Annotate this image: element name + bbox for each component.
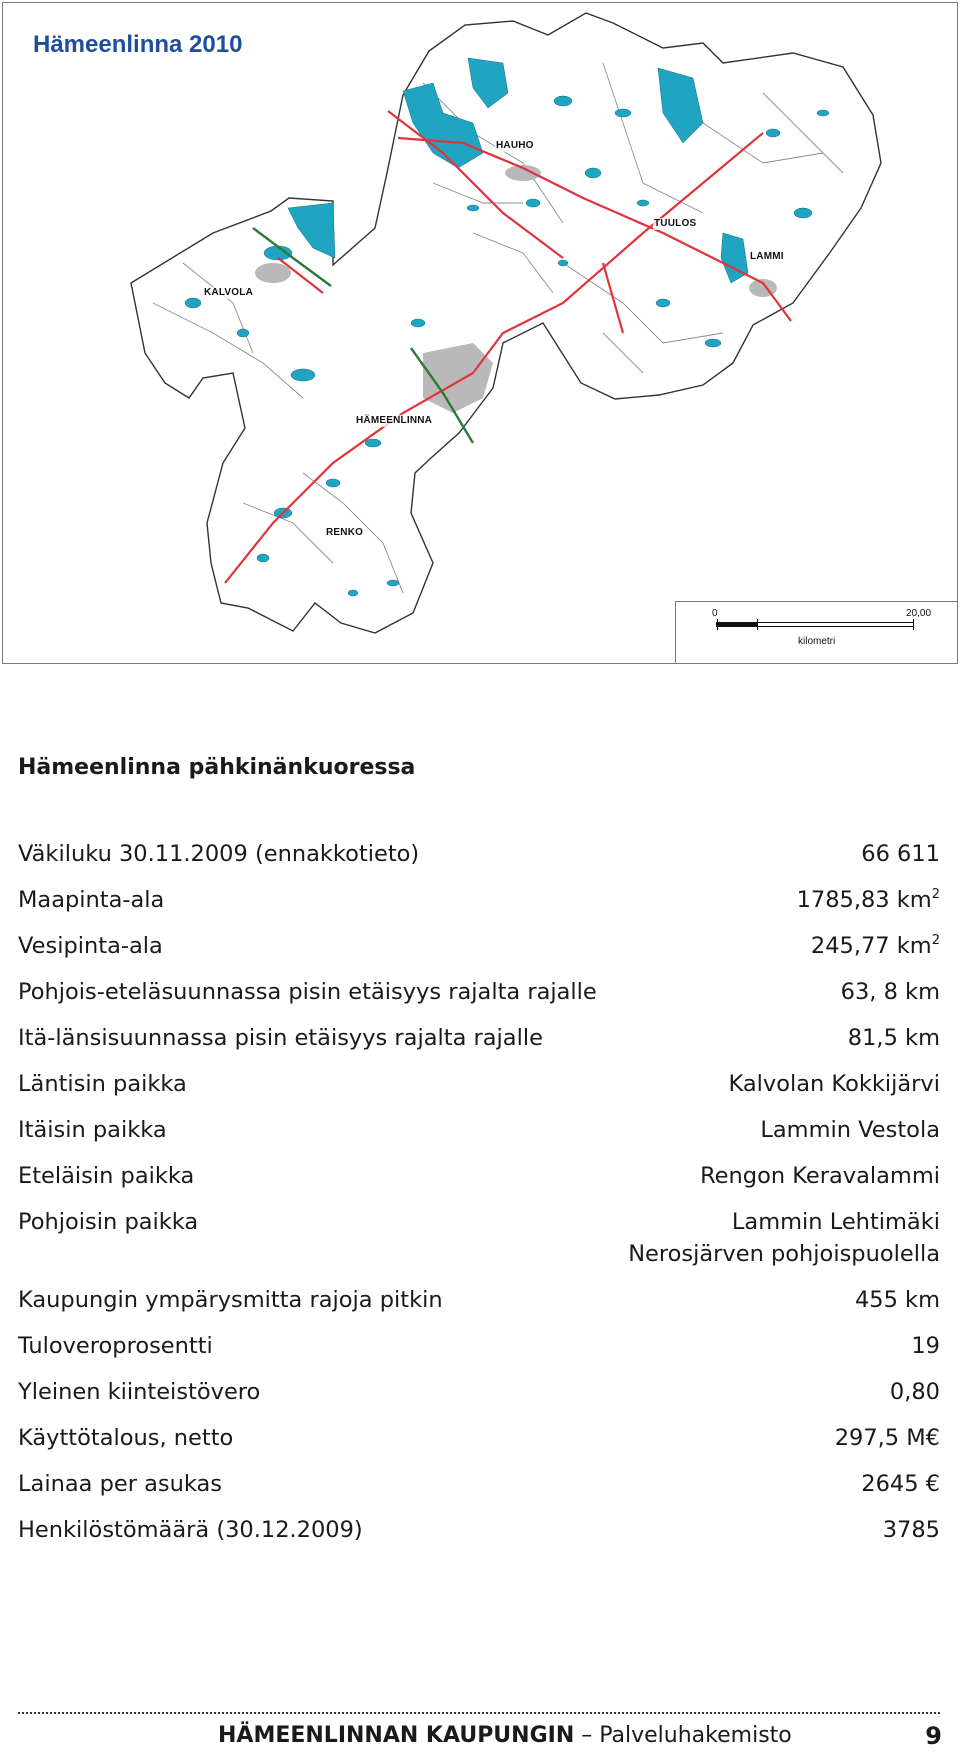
- fact-row: [18, 1330, 940, 1376]
- fact-value: 81,5 km: [847, 1025, 940, 1051]
- place-label-lammi: LAMMI: [750, 251, 784, 262]
- fact-value: 63, 8 km: [840, 979, 940, 1005]
- fact-label: Pohjois-eteläsuunnassa pisin etäisyys rajalta rajalle: [18, 979, 597, 1005]
- map-scale: [675, 601, 958, 664]
- fact-value: 19: [911, 1333, 940, 1359]
- map-graphic: [3, 3, 958, 664]
- superscript: 2: [931, 887, 940, 902]
- fact-row: [18, 884, 940, 930]
- fact-label: Yleinen kiinteistövero: [18, 1379, 261, 1405]
- fact-row: [18, 1284, 940, 1330]
- footer-divider: [18, 1712, 940, 1714]
- fact-label: Käyttötalous, netto: [18, 1425, 234, 1451]
- fact-value: 3785: [882, 1517, 940, 1543]
- fact-label: Itäisin paikka: [18, 1117, 167, 1143]
- fact-value: 66 611: [861, 841, 940, 867]
- fact-label: Pohjoisin paikka: [18, 1209, 199, 1235]
- fact-label: Vesipinta-ala: [18, 933, 163, 959]
- fact-row: [18, 1422, 940, 1468]
- place-label-kalvola: KALVOLA: [204, 287, 253, 298]
- fact-value: 2645 €: [861, 1471, 940, 1497]
- map-title: Hämeenlinna 2010: [33, 31, 243, 58]
- fact-label: Lainaa per asukas: [18, 1471, 223, 1497]
- footer-dash: –: [581, 1723, 593, 1748]
- fact-value: Lammin Vestola: [760, 1117, 940, 1143]
- fact-label: Henkilöstömäärä (30.12.2009): [18, 1517, 363, 1543]
- fact-label: Itä-länsisuunnassa pisin etäisyys rajalta rajalle: [18, 1025, 543, 1051]
- fact-row: [18, 1022, 940, 1068]
- fact-row: [18, 1468, 940, 1514]
- fact-value: 245,77 $km^2$: [810, 933, 940, 959]
- fact-label: Tuloveroprosentti: [18, 1333, 213, 1359]
- fact-row: [18, 1114, 940, 1160]
- fact-value: 1785,83 $km^2$: [796, 887, 940, 913]
- place-label-hauho: HAUHO: [496, 140, 534, 151]
- page-number: 9: [925, 1722, 942, 1750]
- fact-label: Eteläisin paikka: [18, 1163, 195, 1189]
- place-label-renko: RENKO: [326, 527, 364, 538]
- fact-value: Kalvolan Kokkijärvi: [728, 1071, 940, 1097]
- fact-row: [18, 930, 940, 976]
- fact-row: [18, 838, 940, 884]
- fact-value: 297,5 M€: [834, 1425, 940, 1451]
- place-label-tuulos: TUULOS: [654, 218, 697, 229]
- fact-row: [18, 1514, 940, 1560]
- fact-label: Kaupungin ympärysmitta rajoja pitkin: [18, 1287, 443, 1313]
- fact-label: Maapinta-ala: [18, 887, 165, 913]
- scale-start-label: 0: [712, 608, 718, 619]
- fact-value: Rengon Keravalammi: [700, 1163, 940, 1189]
- municipality-area: [131, 13, 881, 633]
- fact-value: Lammin Lehtimäki Nerosjärven pohjoispuolella: [628, 1209, 940, 1267]
- fact-row: [18, 1206, 940, 1284]
- fact-table: [18, 838, 940, 1560]
- fact-row: [18, 976, 940, 1022]
- municipality-map: [2, 2, 958, 664]
- fact-value: 0,80: [889, 1379, 940, 1405]
- fact-label: Läntisin paikka: [18, 1071, 187, 1097]
- footer-text: [218, 1723, 792, 1748]
- place-label-hameenlinna: HÄMEENLINNA: [356, 415, 433, 426]
- scale-bar: [716, 622, 914, 627]
- footer-brand: HÄMEENLINNAN KAUPUNGIN: [218, 1723, 575, 1748]
- fact-row: [18, 1376, 940, 1422]
- scale-unit-label: kilometri: [798, 636, 836, 647]
- fact-row: [18, 1160, 940, 1206]
- summary-title: Hämeenlinna pähkinänkuoressa: [18, 755, 416, 780]
- fact-value: 455 km: [854, 1287, 940, 1313]
- scale-end-label: 20,00: [906, 608, 932, 619]
- fact-row: [18, 1068, 940, 1114]
- fact-label: Väkiluku 30.11.2009 (ennakkotieto): [18, 841, 420, 867]
- footer-subtitle: Palveluhakemisto: [599, 1723, 792, 1748]
- superscript: 2: [931, 933, 940, 948]
